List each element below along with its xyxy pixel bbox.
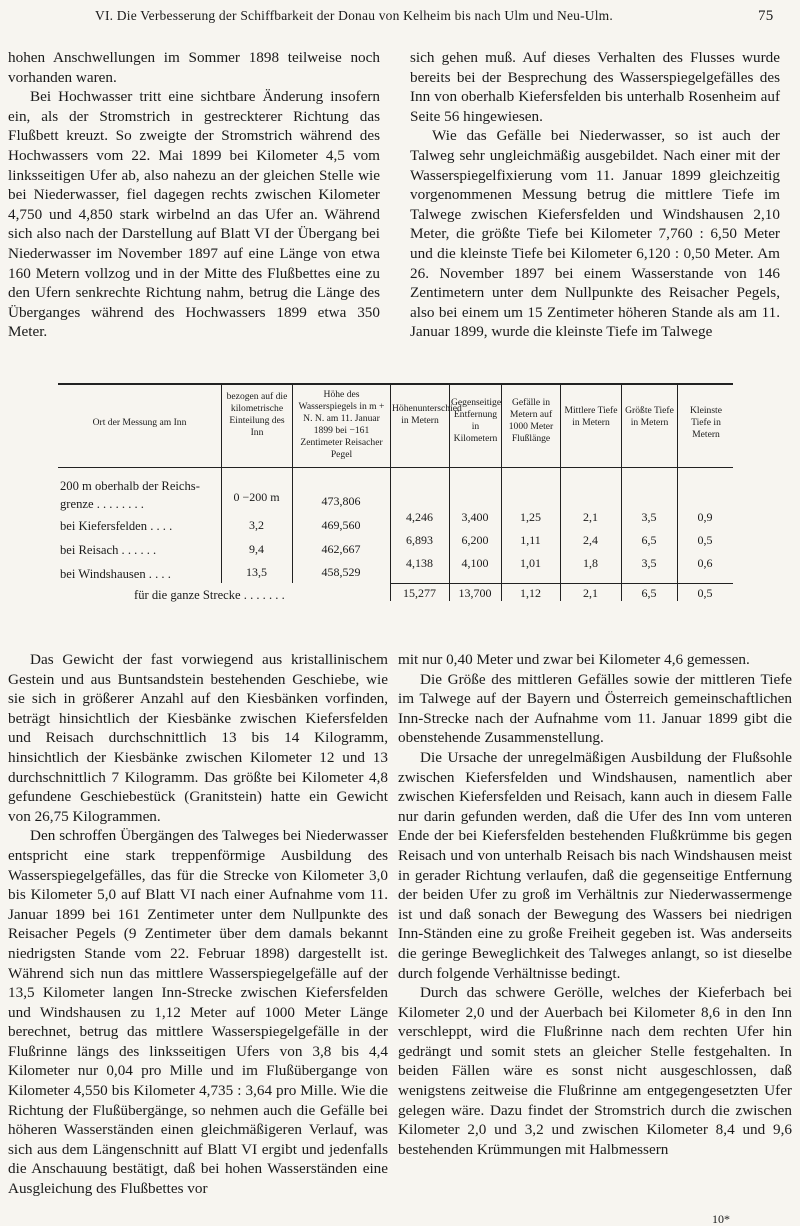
column-header: Gefälle in Metern auf 1000 Meter Flußlänge [508, 397, 554, 444]
mean-depth-cell: 2,1 [583, 586, 598, 600]
min-depth-cell: 0,5 [697, 586, 713, 600]
dist-cell: 3,400 [461, 510, 489, 524]
height-cell: 473,806 [321, 494, 361, 508]
km-cell: 13,5 [246, 565, 267, 579]
bottom-right-column [398, 650, 792, 1159]
running-header [0, 6, 800, 28]
dist-cell: 4,100 [461, 556, 489, 570]
km-cell: 9,4 [249, 542, 264, 556]
diff-cell: 6,893 [406, 533, 433, 547]
paragraph: Bei Hochwasser tritt eine sichtbare Änderung insofern ein, als der Stromstrich in gestreckterer Richtung das Flußbett kreuzt. So zweigte der Stromstrich während des Hochwassers vom 22. Mai 1899 bei Kilometer 4,5 vom linksseitigen Ufer ab, also nahezu an der gleichen Stelle wie bei Niederwasser, fiel dagegen rechts zwischen Kilometer 4,750 und 4,850 stark wirbelnd an das Ufer an. Während sich also nach der Darstellung auf Blatt VI der Übergang bei Niederwasser im November 1897 auf eine Länge von etwa 160 Metern vollzog und in der Mitte des Flußbettes eine zu den Ufern senkrechte Richtung nahm, betrug die Länge des Überganges während des Hochwassers 1899 etwa 350 Meter. [8, 88, 380, 341]
paragraph: mit nur 0,40 Meter und zwar bei Kilometer 4,6 gemessen. [398, 651, 750, 668]
place-label: bei Reisach . . . . . . [60, 543, 157, 557]
height-cell: 462,667 [321, 542, 361, 556]
measurement-table [58, 383, 733, 603]
dist-cell: 6,200 [461, 533, 489, 547]
slope-cell: 1,25 [520, 510, 541, 524]
column-header: Mittlere Tiefe in Metern [564, 405, 618, 428]
height-cell: 458,529 [321, 565, 361, 579]
min-depth-cell: 0,5 [697, 533, 713, 547]
height-cell: 469,560 [321, 518, 361, 532]
km-cell: 3,2 [249, 518, 264, 532]
column-header: Kleinste Tiefe in Metern [690, 405, 722, 440]
diff-cell: 4,246 [406, 510, 433, 524]
paragraph: Das Gewicht der fast vorwiegend aus kristallinischem Gestein und aus Buntsandstein bestehenden Geschiebe, wie sie sich in größerer Anzahl auf den Kiesbänken vorfinden, beträgt hinsichtlich der Kiesbänke zwischen Kiefersfelden und Reisach durchschnittlich 13 bis 14 Kilogramm, hinsichtlich der Kiesbänke zwischen Kilometer 12 und 13 durchschnittlich 7 Kilogramm. Das größte bei Kilometer 4,8 gefundene Geschiebestück (Granitstein) hatte ein Gewicht von 26,75 Kilogrammen. [8, 651, 388, 825]
diff-cell: 4,138 [406, 556, 433, 570]
column-header: Gegenseitige Entfernung in Kilometern [451, 397, 502, 444]
column-header: Größte Tiefe in Metern [625, 405, 674, 428]
place-label: 200 m oberhalb der Reichs- [60, 479, 200, 493]
slope-cell: 1,11 [520, 533, 541, 547]
paragraph: Durch das schwere Gerölle, welches der Kieferbach bei Kilometer 2,0 und der Auerbach bei Kilometer 8,6 in den Inn verschleppt, wird die Flußrinne nach dem rechten Ufer hin gedrängt und somit stets an gleicher Stelle festgehalten. In beiden Fällen wäre es sonst nicht ausgeschlossen, daß wenigstens zeitweise die Flußrinne am entgegengesetzten Ufer gelegen wäre. Dazu findet der Stromstrich durch die zwischen Kilometer 2,0 und 3,2 und zwischen Kilometer 8,4 und 9,6 bestehenden Krümmungen mit Halbmessern [398, 984, 792, 1158]
column-header: Höhe des Wasserspiegels in m + N. N. am 11. Januar 1899 bei −161 Zentimeter Reisacher Pegel [298, 389, 385, 460]
paragraph: Die Größe des mittleren Gefälles sowie der mittleren Tiefe im Talwege auf der Bayern und Österreich gemeinschaftlichen Inn-Strecke nach der Aufnahme vom 11. Januar 1899 gibt die obenstehende Zusammenstellung. [398, 670, 792, 747]
bottom-left-column [8, 650, 388, 1199]
min-depth-cell: 0,6 [697, 556, 713, 570]
max-depth-cell: 6,5 [641, 586, 657, 600]
km-cell: 0 −200 m [233, 490, 280, 504]
column-header: Höhenunterschied in Metern [392, 403, 462, 426]
place-label: bei Windshausen . . . . [60, 567, 171, 581]
place-label: grenze . . . . . . . . [60, 497, 144, 511]
mean-depth-cell: 1,8 [583, 556, 598, 570]
place-label: bei Kiefersfelden . . . . [60, 519, 173, 533]
slope-cell: 1,01 [520, 556, 541, 570]
page-number: 75 [758, 8, 774, 24]
dist-cell: 13,700 [458, 586, 492, 600]
signature-mark: 10* [712, 1212, 730, 1226]
paragraph: Wie das Gefälle bei Niederwasser, so ist auch der Talweg sehr ungleichmäßig ausgebildet. Nach einer mit der Wasserspiegelfixierung vom 11. Januar 1899 gleichzeitig vorgenommenen Messung betrug die mittlere Tiefe im Talwege zwischen Kiefersfelden und Windshausen 2,10 Meter, die größte Tiefe bei Kilometer 7,760 : 6,50 Meter und die kleinste Tiefe bei Kilometer 6,120 : 0,50 Meter. Am 26. November 1897 bei einem Wasserstande von 146 Zentimetern unter dem Nullpunkte des Reisacher Pegels, also bei einem um 15 Zentimeter höheren Stande als am 11. Januar 1899, wurde die kleinste Tiefe im Talwege [410, 127, 780, 341]
top-right-column [410, 48, 780, 342]
min-depth-cell: 0,9 [697, 510, 713, 524]
running-title: VI. Die Verbesserung der Schiffbarkeit der Donau von Kelheim bis nach Ulm und Neu-Ulm. [95, 8, 613, 23]
paragraph: sich gehen muß. Auf dieses Verhalten des Flusses wurde bereits bei der Besprechung des Wasserspiegelgefälles des Inn von oberhalb Kiefersfelden bis unterhalb Rosenheim auf Seite 56 hingewiesen. [410, 49, 780, 125]
top-left-column [8, 48, 380, 342]
table-header-rule [58, 467, 733, 468]
table-total-rule [390, 583, 733, 584]
mean-depth-cell: 2,1 [583, 510, 598, 524]
max-depth-cell: 3,5 [641, 510, 657, 524]
diff-cell: 15,277 [403, 586, 436, 600]
column-header: bezogen auf die kilometrische Einteilung des Inn [226, 391, 288, 438]
total-label: für die ganze Strecke . . . . . . . [134, 588, 285, 602]
max-depth-cell: 6,5 [641, 533, 657, 547]
table-top-rule [58, 383, 733, 385]
mean-depth-cell: 2,4 [583, 533, 598, 547]
paragraph: hohen Anschwellungen im Sommer 1898 teilweise noch vorhanden waren. [8, 49, 380, 86]
paragraph: Die Ursache der unregelmäßigen Ausbildung der Flußsohle zwischen Kiefersfelden und Windshausen, namentlich aber zwischen Kiefersfelden und Reisach, kann auch in diesem Falle nur darin gefunden werden, daß die Ufer des Inn vom unteren Ende der bei Kiefersfelden bestehenden Flußkrümme bis gegen Reisach und von unterhalb Reisach bis nach Windshausen meist in gerader Richtung verlaufen, daß die gegenseitige Entfernung der beiden Ufer zu groß im Verhältnis zur Niederwassermenge ist und daß sonach der Bewegung des Wassers bei niedrigen Inn-Ständen eine zu große Freiheit gegeben ist. Was anderseits die geringe Beweglichkeit des Talweges anlangt, so ist dieselbe durch folgende Verhältnisse bedingt. [398, 748, 792, 982]
column-header: Ort der Messung am Inn [92, 417, 187, 428]
max-depth-cell: 3,5 [641, 556, 657, 570]
paragraph: Den schroffen Übergängen des Talweges bei Niederwasser entspricht eine stark treppenförmige Ausbildung des Wasserspiegelgefälles, das für die Strecke von Kilometer 3,0 bis Kilometer 5,0 auf Blatt VI nach einer Aufnahme vom 11. Januar 1899 bei 161 Zentimeter unter dem Nullpunkte des Reisacher Pegels (9 Zentimeter über dem damals bekannt niedrigsten Stande vom 22. Februar 1898) dargestellt ist. Während sich nun das mittlere Wasserspiegelgefälle auf der 13,5 Kilometer langen Inn-Strecke zwischen Kiefersfelden und Windshausen zu 1,12 Meter auf 1000 Meter Länge berechnet, betrug das mittlere Wasserspiegelgefälle in der Flußrinne längs des linksseitigen Ufers von 3,8 bis 4,4 Kilometer nur 0,04 pro Mille und im Flußübergange von Kilometer 4,550 bis Kilometer 4,735 : 3,64 pro Mille. Wie die Richtung der Flußübergänge, so nehmen auch die Gefälle bei höheren Wasserständen einen gleichmäßigeren Verlauf, was sich aus dem Längenschnitt auf Blatt VI ergibt und jedenfalls die Anschauung bestätigt, daß bei hohen Wasserständen eine Ausgleichung des Flußbettes vor [8, 827, 388, 1198]
slope-cell: 1,12 [520, 586, 541, 600]
